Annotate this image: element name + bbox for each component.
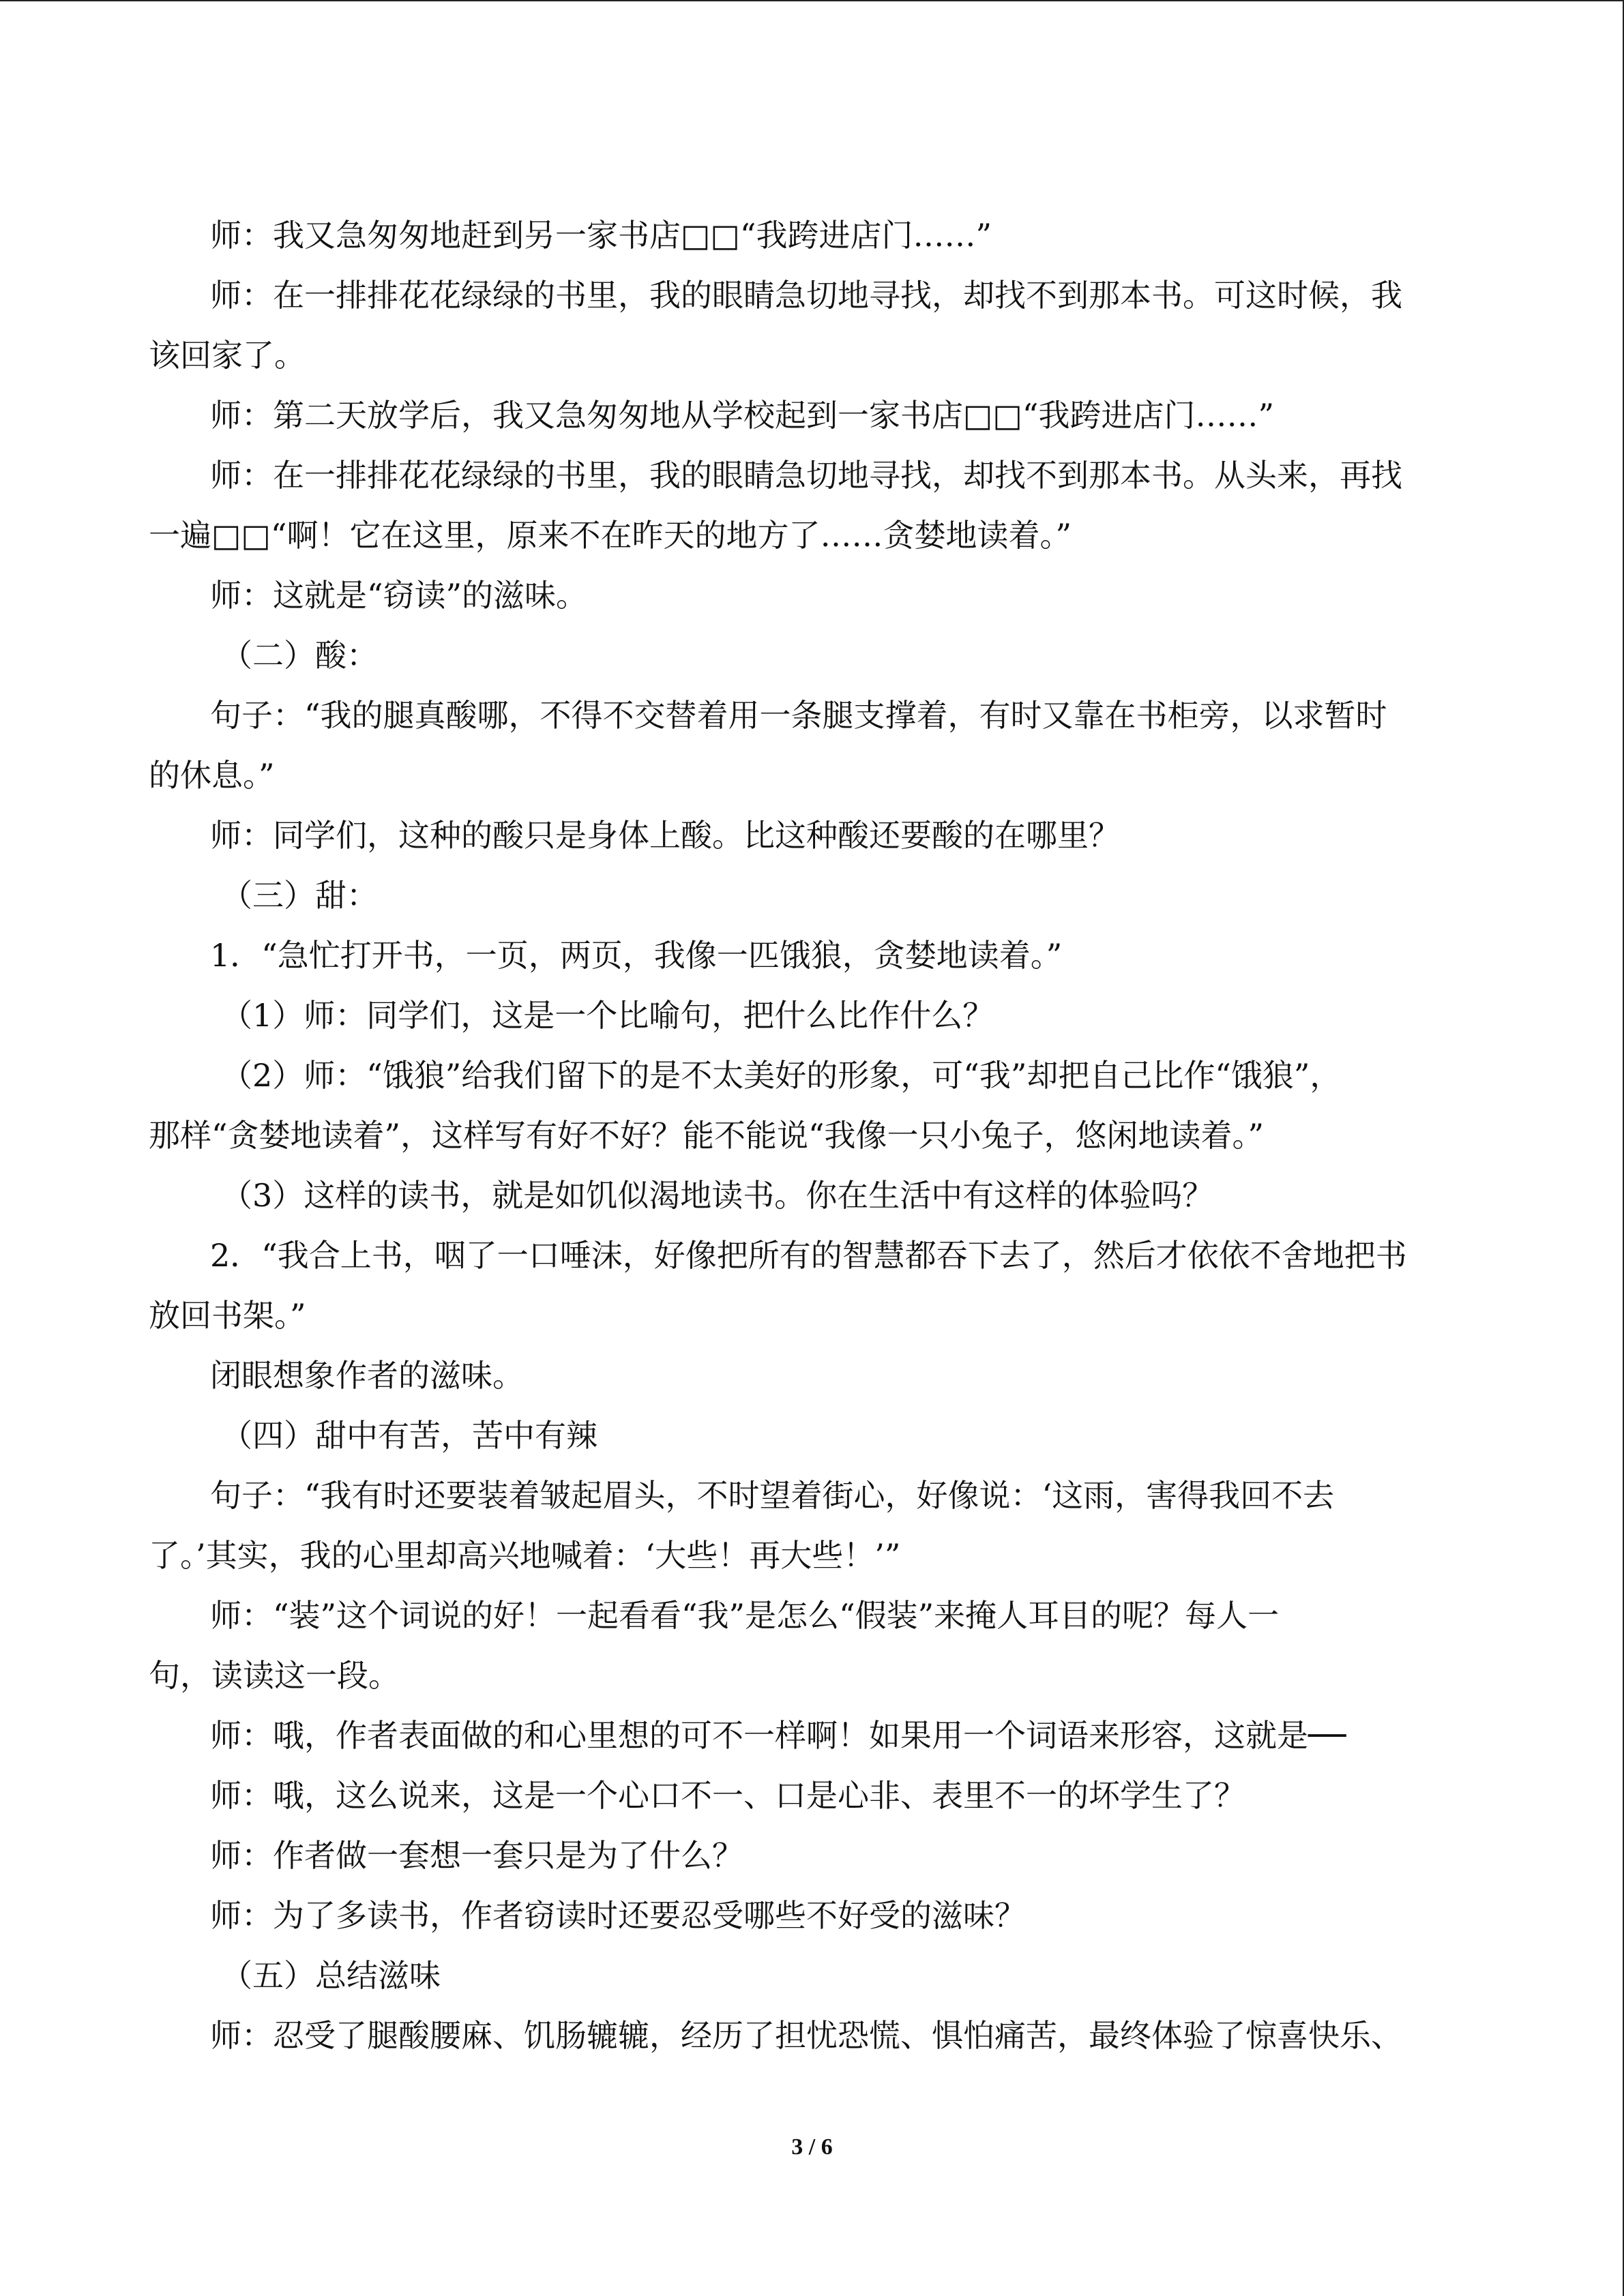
text-line: 师：哦，这么说来，这是一个心口不一、口是心非、表里不一的坏学生了？ <box>210 1777 1245 1814</box>
text-line: 师：第二天放学后，我又急匆匆地从学校起到一家书店□□“我跨进店门……” <box>210 397 1274 434</box>
text-line: （2）师：“饿狼”给我们留下的是不太美好的形象，可“我”却把自己比作“饿狼”， <box>221 1057 1342 1094</box>
text-line: 闭眼想象作者的滋味。 <box>210 1357 524 1394</box>
text-line: 该回家了。 <box>149 337 306 374</box>
text-line: 师：同学们，这种的酸只是身体上酸。比这种酸还要酸的在哪里？ <box>210 817 1120 854</box>
text-line: 那样“贪婪地读着”，这样写有好不好？能不能说“我像一只小兔子，悠闲地读着。” <box>149 1117 1265 1154</box>
section-heading: （五）总结滋味 <box>221 1957 441 1994</box>
text-line: 的休息。” <box>149 757 275 794</box>
text-line: 师：在一排排花花绿绿的书里，我的眼睛急切地寻找，却找不到那本书。可这时候，我 <box>210 277 1402 314</box>
text-line: 师：在一排排花花绿绿的书里，我的眼睛急切地寻找，却找不到那本书。从头来，再找 <box>210 457 1402 494</box>
text-line: 句子：“我的腿真酸哪，不得不交替着用一条腿支撑着，有时又靠在书柜旁，以求暂时 <box>210 697 1387 734</box>
page-number: 3 / 6 <box>791 2134 833 2160</box>
text-line: 句，读读这一段。 <box>149 1657 400 1694</box>
text-line: 了。’其实，我的心里却高兴地喊着：‘大些！再大些！’” <box>149 1537 901 1574</box>
text-line: 师：我又急匆匆地赶到另一家书店□□“我跨进店门……” <box>210 217 992 254</box>
text-line: 师：哦，作者表面做的和心里想的可不一样啊！如果用一个词语来形容，这就是── <box>210 1717 1346 1754</box>
section-heading: （四）甜中有苦，苦中有辣 <box>221 1417 597 1454</box>
text-line: 一遍□□“啊！它在这里，原来不在昨天的地方了……贪婪地读着。” <box>149 517 1072 554</box>
text-line: 师：这就是“窃读”的滋味。 <box>210 577 588 614</box>
text-line: 师：“装”这个词说的好！一起看看“我”是怎么“假装”来掩人耳目的呢？每人一 <box>210 1597 1280 1634</box>
section-heading: （二）酸： <box>221 637 378 674</box>
text-line: （1）师：同学们，这是一个比喻句，把什么比作什么？ <box>221 997 994 1034</box>
text-line: （3）这样的读书，就是如饥似渴地读书。你在生活中有这样的体验吗？ <box>221 1177 1214 1214</box>
text-line: 师：为了多读书，作者窃读时还要忍受哪些不好受的滋味？ <box>210 1897 1026 1934</box>
text-line: 句子：“我有时还要装着皱起眉头，不时望着街心，好像说：‘这雨，害得我回不去 <box>210 1477 1335 1514</box>
text-line: 2．“我合上书，咽了一口唾沫，好像把所有的智慧都吞下去了，然后才依依不舍地把书 <box>210 1237 1407 1274</box>
text-line: 师：作者做一套想一套只是为了什么？ <box>210 1837 743 1874</box>
text-line: 放回书架。” <box>149 1297 306 1334</box>
text-line: 师：忍受了腿酸腰麻、饥肠辘辘，经历了担忧恐慌、惧怕痛苦，最终体验了惊喜快乐、 <box>210 2017 1402 2054</box>
section-heading: （三）甜： <box>221 877 378 914</box>
text-line: 1．“急忙打开书，一页，两页，我像一匹饿狼，贪婪地读着。” <box>210 937 1063 974</box>
